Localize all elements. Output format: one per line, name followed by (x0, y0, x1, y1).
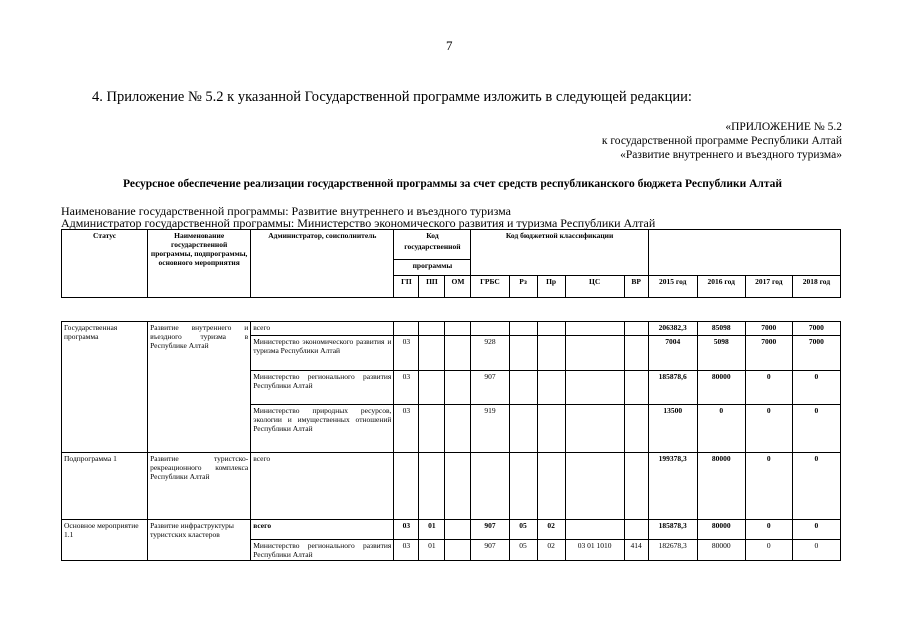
cell-gp: 03 (394, 519, 419, 539)
header-years-group (648, 230, 840, 276)
cell-2015: 185878,3 (648, 519, 697, 539)
cell-2015: 199378,3 (648, 452, 697, 519)
cell-pr (537, 335, 565, 370)
cell-2017: 0 (745, 539, 792, 560)
cell-2018: 0 (792, 539, 840, 560)
cell-pr: 02 (537, 539, 565, 560)
cell-2015: 13500 (648, 404, 697, 452)
cell-vr (624, 519, 648, 539)
appendix-line-3: «Развитие внутреннего и въездного туризма» (620, 149, 842, 161)
cell-2017: 0 (745, 404, 792, 452)
appendix-line-1: «ПРИЛОЖЕНИЕ № 5.2 (725, 121, 842, 133)
cell-cs: 03 01 1010 (565, 539, 624, 560)
cell-om (445, 404, 471, 452)
header-code-prog: программы (394, 259, 471, 275)
cell-grbs: 907 (471, 519, 509, 539)
cell-2017: 7000 (745, 335, 792, 370)
cell-om (445, 452, 471, 519)
cell-2018: 0 (792, 519, 840, 539)
header-grbs: ГРБС (471, 275, 509, 297)
cell-2016: 80000 (697, 539, 745, 560)
cell-admin: Министерство природных ресурсов, экологии и имущественных отношений Республики Алтай (251, 404, 394, 452)
cell-name: Развитие инфраструктуры туристских кластеров (148, 519, 251, 560)
cell-2016: 0 (697, 404, 745, 452)
cell-pp (419, 452, 445, 519)
header-2017: 2017 год (745, 275, 792, 297)
cell-cs (565, 335, 624, 370)
cell-om (445, 335, 471, 370)
cell-pp (419, 321, 445, 335)
cell-admin: Министерство регионального развития Республики Алтай (251, 370, 394, 404)
cell-2018: 0 (792, 370, 840, 404)
cell-2016: 80000 (697, 370, 745, 404)
cell-rz (509, 452, 537, 519)
cell-status: Государственная программа (62, 321, 148, 452)
cell-2015: 185878,6 (648, 370, 697, 404)
cell-grbs: 907 (471, 370, 509, 404)
header-pp: ПП (419, 275, 445, 297)
cell-rz (509, 404, 537, 452)
cell-pp (419, 335, 445, 370)
cell-2017: 0 (745, 370, 792, 404)
cell-om (445, 370, 471, 404)
cell-pr (537, 370, 565, 404)
cell-pp (419, 370, 445, 404)
header-code: Код (394, 230, 471, 242)
header-name: Наименование государственной программы, подпрограммы, основного мероприятия (148, 230, 251, 298)
cell-vr (624, 321, 648, 335)
cell-gp (394, 321, 419, 335)
cell-2016: 5098 (697, 335, 745, 370)
program-administrator: Администратор государственной программы: Министерство экономического развития и туризма Республики Алтай (61, 216, 656, 230)
table-spacer-row (62, 297, 841, 321)
cell-pp: 01 (419, 539, 445, 560)
header-2018: 2018 год (792, 275, 840, 297)
cell-status: Основное мероприятие 1.1 (62, 519, 148, 560)
header-pr: Пр (537, 275, 565, 297)
budget-table (61, 229, 841, 561)
cell-rz (509, 335, 537, 370)
cell-vr (624, 452, 648, 519)
cell-vr (624, 335, 648, 370)
cell-vr (624, 404, 648, 452)
cell-om (445, 321, 471, 335)
cell-gp: 03 (394, 539, 419, 560)
cell-2015: 7004 (648, 335, 697, 370)
header-cs: ЦС (565, 275, 624, 297)
document-title: Ресурсное обеспечение реализации государственной программы за счет средств республиканского бюджета Республики Алтай (122, 178, 783, 190)
cell-vr (624, 370, 648, 404)
header-admin: Администратор, соисполнитель (251, 230, 394, 298)
header-2016: 2016 год (697, 275, 745, 297)
cell-2018: 0 (792, 404, 840, 452)
cell-2015: 182678,3 (648, 539, 697, 560)
cell-2016: 80000 (697, 519, 745, 539)
cell-admin: Министерство экономического развития и туризма Республики Алтай (251, 335, 394, 370)
cell-grbs (471, 321, 509, 335)
cell-2016: 85098 (697, 321, 745, 335)
cell-2016: 80000 (697, 452, 745, 519)
cell-admin: всего (251, 452, 394, 519)
cell-gp: 03 (394, 335, 419, 370)
cell-pr (537, 452, 565, 519)
cell-cs (565, 370, 624, 404)
cell-rz (509, 370, 537, 404)
cell-gp: 03 (394, 404, 419, 452)
program-name: Наименование государственной программы: Развитие внутреннего и въездного туризма (61, 204, 512, 218)
cell-2017: 0 (745, 519, 792, 539)
appendix-line-2: к государственной программе Республики Алтай (601, 135, 842, 147)
header-rz: Рз (509, 275, 537, 297)
cell-pp: 01 (419, 519, 445, 539)
cell-2018: 7000 (792, 335, 840, 370)
cell-2017: 7000 (745, 321, 792, 335)
cell-gp (394, 452, 419, 519)
amendment-item-text: 4. Приложение № 5.2 к указанной Государственной программе изложить в следующей редакции: (92, 89, 692, 105)
header-om: ОМ (445, 275, 471, 297)
appendix-header (522, 120, 842, 162)
cell-status: Подпрограмма 1 (62, 452, 148, 519)
header-status: Статус (62, 230, 148, 298)
page-number: 7 (446, 38, 453, 53)
cell-admin: Министерство регионального развития Республики Алтай (251, 539, 394, 560)
cell-rz (509, 321, 537, 335)
cell-cs (565, 404, 624, 452)
cell-om (445, 539, 471, 560)
cell-pp (419, 404, 445, 452)
cell-grbs (471, 452, 509, 519)
cell-rz: 05 (509, 539, 537, 560)
cell-vr: 414 (624, 539, 648, 560)
cell-pr (537, 404, 565, 452)
cell-pr (537, 321, 565, 335)
cell-grbs: 928 (471, 335, 509, 370)
header-gp: ГП (394, 275, 419, 297)
header-budget-code: Код бюджетной классификации (471, 230, 648, 242)
header-budget-code-space (471, 241, 648, 275)
cell-gp: 03 (394, 370, 419, 404)
cell-pr: 02 (537, 519, 565, 539)
cell-admin: всего (251, 321, 394, 335)
cell-grbs: 919 (471, 404, 509, 452)
cell-rz: 05 (509, 519, 537, 539)
cell-2015: 206382,3 (648, 321, 697, 335)
cell-om (445, 519, 471, 539)
cell-cs (565, 452, 624, 519)
cell-cs (565, 519, 624, 539)
cell-2018: 0 (792, 452, 840, 519)
header-2015: 2015 год (648, 275, 697, 297)
cell-name: Развитие туристско-рекреационного комплекса Республики Алтай (148, 452, 251, 519)
cell-name: Развитие внутреннего и въездного туризма в Республике Алтай (148, 321, 251, 452)
cell-grbs: 907 (471, 539, 509, 560)
cell-admin: всего (251, 519, 394, 539)
cell-cs (565, 321, 624, 335)
header-code-gov: государственной (394, 241, 471, 259)
cell-2017: 0 (745, 452, 792, 519)
header-vr: ВР (624, 275, 648, 297)
cell-2018: 7000 (792, 321, 840, 335)
